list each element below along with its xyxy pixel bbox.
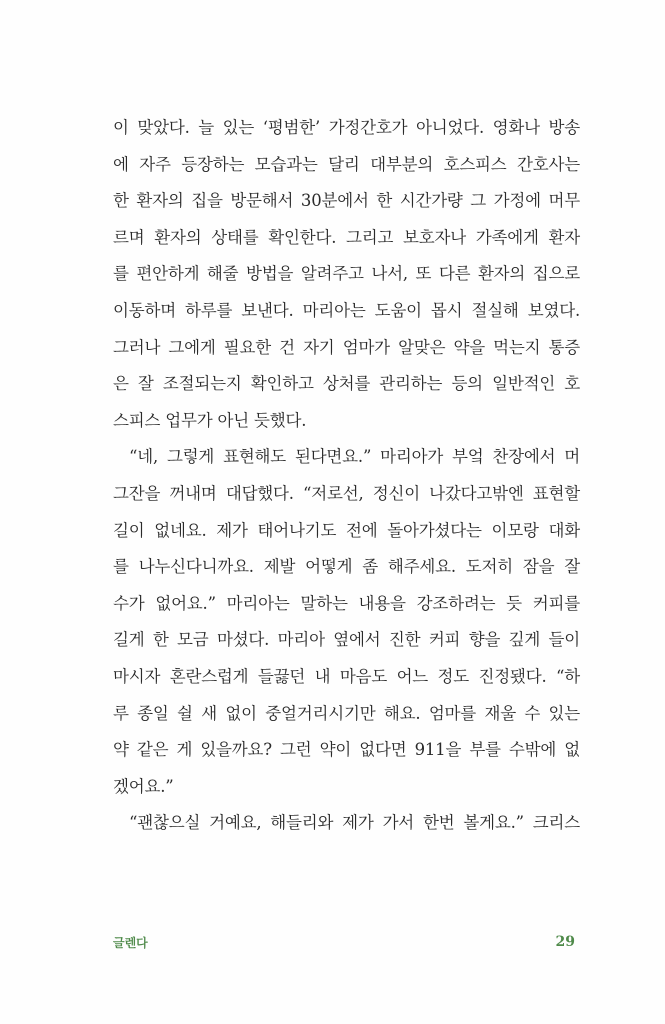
- text-line: 한 환자의 집을 방문해서 30분에서 한 시간가량 그 가정에 머무: [113, 191, 580, 211]
- page-footer: [113, 930, 575, 954]
- body-text: [113, 110, 580, 842]
- text-line: 수가 없어요.” 마리아는 말하는 내용을 강조하려는 듯 커피를: [113, 593, 580, 613]
- text-line: 르며 환자의 상태를 확인한다. 그리고 보호자나 가족에게 환자: [113, 227, 580, 247]
- text-line: 약 같은 게 있을까요? 그런 약이 없다면 911을 부를 수밖에 없: [113, 740, 580, 760]
- text-line: 길이 없네요. 제가 태어나기도 전에 돌아가셨다는 이모랑 대화: [113, 520, 580, 540]
- page-number: 29: [555, 934, 575, 950]
- text-line: 그러나 그에게 필요한 건 자기 엄마가 알맞은 약을 먹는지 통증: [113, 337, 580, 357]
- text-line: 이동하며 하루를 보낸다. 마리아는 도움이 몹시 절실해 보였다.: [113, 300, 580, 320]
- text-line: “네, 그렇게 표현해도 된다면요.” 마리아가 부엌 찬장에서 머: [129, 447, 580, 467]
- text-line: 스피스 업무가 아닌 듯했다.: [113, 410, 307, 430]
- text-line: 이 맞았다. 늘 있는 ‘평범한’ 가정간호가 아니었다. 영화나 방송: [113, 118, 580, 137]
- text-line: 루 종일 쉴 새 없이 중얼거리시기만 해요. 엄마를 재울 수 있는: [113, 703, 580, 723]
- text-line: “괜찮으실 거예요, 해들리와 제가 가서 한번 볼게요.” 크리스: [129, 813, 580, 833]
- text-line: 마시자 혼란스럽게 들끓던 내 마음도 어느 정도 진정됐다. “하: [113, 666, 580, 686]
- text-line: 에 자주 등장하는 모습과는 달리 대부분의 호스피스 간호사는: [113, 154, 580, 174]
- text-line: 를 편안하게 해줄 방법을 알려주고 나서, 또 다른 환자의 집으로: [113, 264, 580, 284]
- text-line: 길게 한 모금 마셨다. 마리아 옆에서 진한 커피 향을 깊게 들이: [113, 630, 580, 650]
- text-line: 그잔을 꺼내며 대답했다. “저로선, 정신이 나갔다고밖엔 표현할: [113, 483, 580, 503]
- text-line: 를 나누신다니까요. 제발 어떻게 좀 해주세요. 도저히 잠을 잘: [113, 557, 580, 577]
- running-title: 글렌다: [113, 935, 148, 950]
- text-line: 은 잘 조절되는지 확인하고 상처를 관리하는 등의 일반적인 호: [113, 374, 580, 394]
- text-line: 겠어요.”: [113, 776, 174, 796]
